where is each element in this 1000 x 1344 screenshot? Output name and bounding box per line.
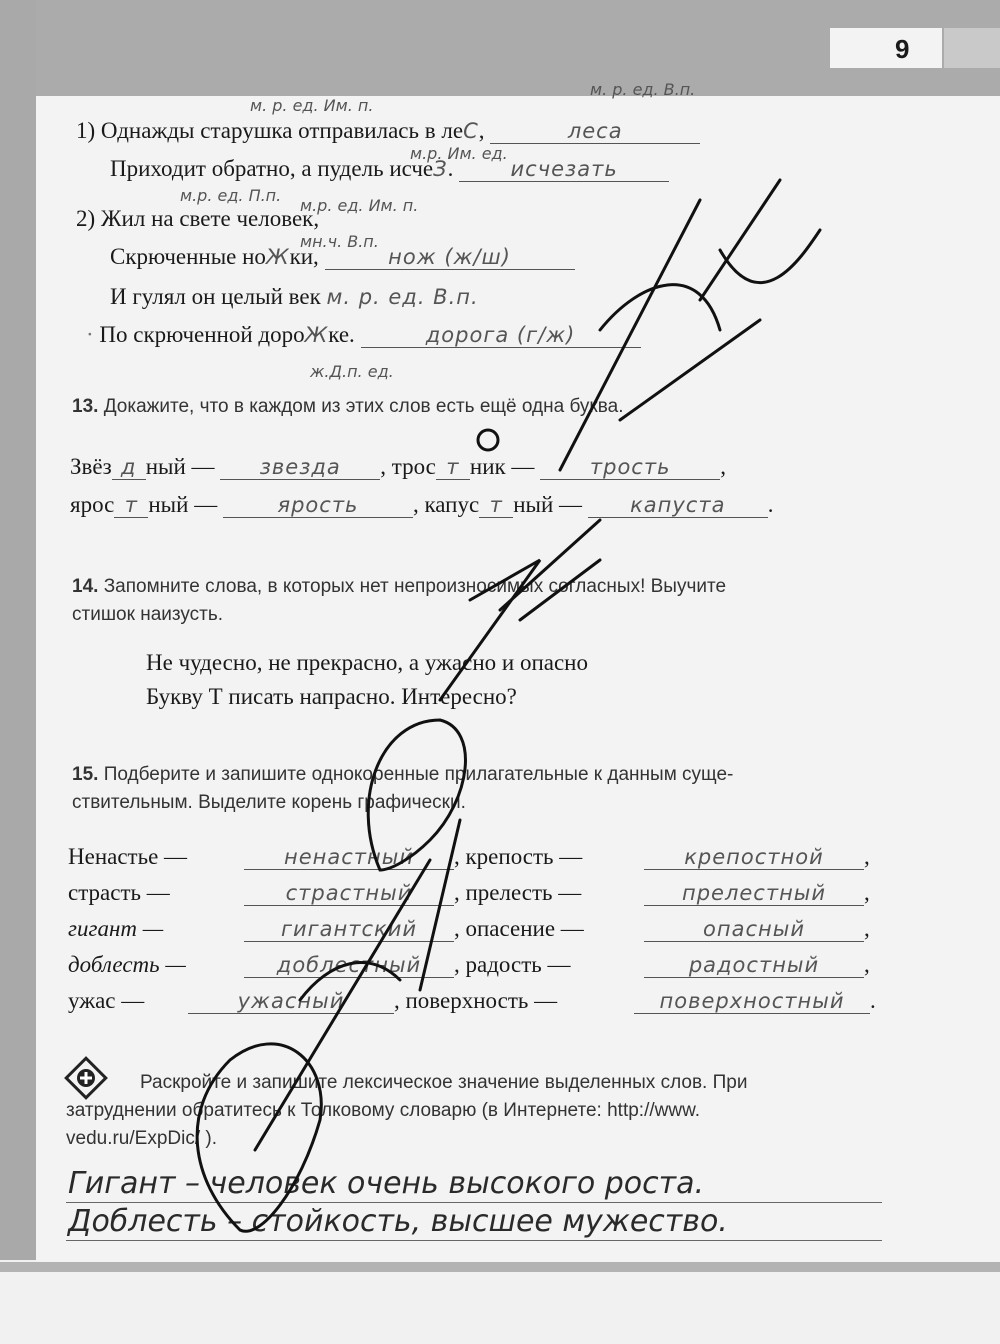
word: ный — (148, 492, 218, 517)
task14-heading (72, 576, 726, 598)
handwritten-note: м. р. ед. В.п. (326, 285, 479, 309)
page-number-box (830, 28, 942, 68)
answer-blank: радостный (644, 953, 864, 978)
punct: , (864, 880, 870, 905)
word: ник — (469, 454, 535, 479)
sentence-text: ке. (328, 322, 355, 347)
task15-row (68, 916, 870, 942)
answer-blank: ненастный (244, 845, 454, 870)
letter-blank: т (114, 493, 148, 518)
note-l1: м. р. ед. В.п. (590, 80, 696, 99)
page-corner-band (944, 28, 1000, 68)
plus-diamond-icon (64, 1056, 108, 1100)
task12-line5 (110, 284, 479, 310)
word: ный — (145, 454, 215, 479)
punct: . (447, 156, 454, 181)
inserted-letter: З (433, 157, 448, 181)
sentence-text: Скрюченные но (110, 244, 266, 269)
answer-blank: нож (ж/ш) (325, 245, 575, 270)
sentence-text: ки, (289, 244, 319, 269)
poem-line1: Не чудесно, не прекрасно, а ужасно и опасно (146, 650, 588, 675)
punct: . (767, 492, 774, 517)
sentence-text: Однажды старушка отправилась в ле (100, 118, 464, 143)
scan-edge-left (0, 0, 36, 1260)
inserted-letter: Ж (265, 245, 290, 269)
task-number: 13. (72, 396, 99, 417)
word: , трос (380, 454, 436, 479)
noun: , прелесть — (454, 880, 582, 905)
task12-line1 (76, 118, 700, 144)
handwritten-answer-2: Доблесть – стойкость, высшее мужество. (68, 1204, 728, 1239)
noun: Ненастье — (68, 844, 188, 869)
noun-highlighted: гигант — (68, 916, 164, 941)
punct: , (720, 454, 726, 479)
poem-line2: Букву Т писать напрасно. Интересно? (146, 684, 517, 709)
answer-blank: крепостной (644, 845, 864, 870)
punct: , (864, 952, 870, 977)
task15-heading (72, 764, 733, 786)
answer-blank: гигантский (244, 917, 454, 942)
ruled-line (66, 1202, 882, 1203)
inserted-letter: Ж (304, 323, 329, 347)
answer-blank: капуста (588, 493, 768, 518)
ruled-line (66, 1240, 882, 1241)
task13-heading (72, 396, 623, 418)
answer-blank: прелестный (644, 881, 864, 906)
extra-text2: затруднении обратитесь к Толковому словарю (в Интернете: http://www. (66, 1100, 701, 1121)
answer-blank: звезда (220, 455, 380, 480)
noun: , опасение — (454, 916, 584, 941)
task13-row2 (70, 492, 774, 518)
note-l4: мн.ч. В.п. (300, 232, 379, 251)
sentence-text: Жил на свете человек, (100, 206, 320, 231)
task15-row (68, 988, 876, 1014)
task12-line3 (76, 206, 319, 232)
note-l2: м.р. Им. ед. (410, 144, 508, 163)
sentence-text: Приходит обратно, а пудель исче (110, 156, 434, 181)
answer-blank: исчезать (459, 157, 669, 182)
punct: , (478, 118, 485, 143)
note-l6: ж.Д.п. ед. (310, 362, 394, 381)
noun: , поверхность — (394, 988, 558, 1013)
task15-text2: ствительным. Выделите корень графически. (72, 792, 466, 813)
extra-text1: Раскройте и запишите лексическое значение выделенных слов. При (140, 1072, 748, 1093)
handwritten-answer-1: Гигант – человек очень высокого роста. (68, 1166, 705, 1201)
answer-blank: дорога (г/ж) (361, 323, 641, 348)
page-number: 9 (895, 34, 910, 64)
sentence-text: И гулял он целый век (110, 284, 321, 309)
task12-line2 (110, 156, 669, 182)
punct: , (864, 844, 870, 869)
punct: , (864, 916, 870, 941)
task14-text2: стишок наизусть. (72, 604, 224, 625)
item-number: 2) (76, 206, 96, 231)
task15-row (68, 844, 870, 870)
task-text: Подберите и запишите однокоренные прилагательные к данным суще- (103, 764, 734, 785)
task13-row1 (70, 454, 726, 480)
letter-blank: т (436, 455, 470, 480)
answer-blank: ужасный (188, 989, 394, 1014)
task-text: Докажите, что в каждом из этих слов есть ещё одна буква. (103, 396, 624, 417)
item-number: 1) (76, 118, 96, 143)
word: , капус (412, 492, 480, 517)
task-number: 14. (72, 576, 99, 597)
task15-row (68, 952, 870, 978)
answer-blank: ярость (223, 493, 413, 518)
word: Звёз (70, 454, 112, 479)
note-l3: м.р. ед. П.п. (180, 186, 282, 205)
word: ный — (513, 492, 583, 517)
inserted-letter: С (463, 119, 479, 143)
answer-blank: опасный (644, 917, 864, 942)
answer-blank: леса (490, 119, 700, 144)
task12-line4 (110, 244, 575, 270)
task12-line6: · По скрюченной дороЖке. дорога (г/ж) (86, 322, 641, 348)
task-text: Запомните слова, в которых нет непроизносимых согласных! Выучите (103, 576, 727, 597)
answer-blank: страстный (244, 881, 454, 906)
noun: ужас — (68, 988, 145, 1013)
word: ярос (70, 492, 115, 517)
answer-blank: поверхностный (634, 989, 870, 1014)
task-number: 15. (72, 764, 99, 785)
answer-blank: трость (540, 455, 720, 480)
letter-blank: т (479, 493, 513, 518)
noun-highlighted: доблесть — (68, 952, 186, 977)
answer-blank: доблестный (244, 953, 454, 978)
punct: . (870, 988, 876, 1013)
task15-row (68, 880, 870, 906)
noun: , крепость — (454, 844, 583, 869)
letter-blank: д (112, 455, 146, 480)
noun: страсть — (68, 880, 170, 905)
note-l3-2: м.р. ед. Им. п. (300, 196, 419, 215)
extra-text3: vedu.ru/ExpDic/ ). (66, 1128, 217, 1149)
noun: , радость — (454, 952, 571, 977)
note-l1-2: м. р. ед. Им. п. (250, 96, 374, 115)
scan-edge-bottom (0, 1262, 1000, 1272)
sentence-text: По скрюченной доро (99, 322, 305, 347)
